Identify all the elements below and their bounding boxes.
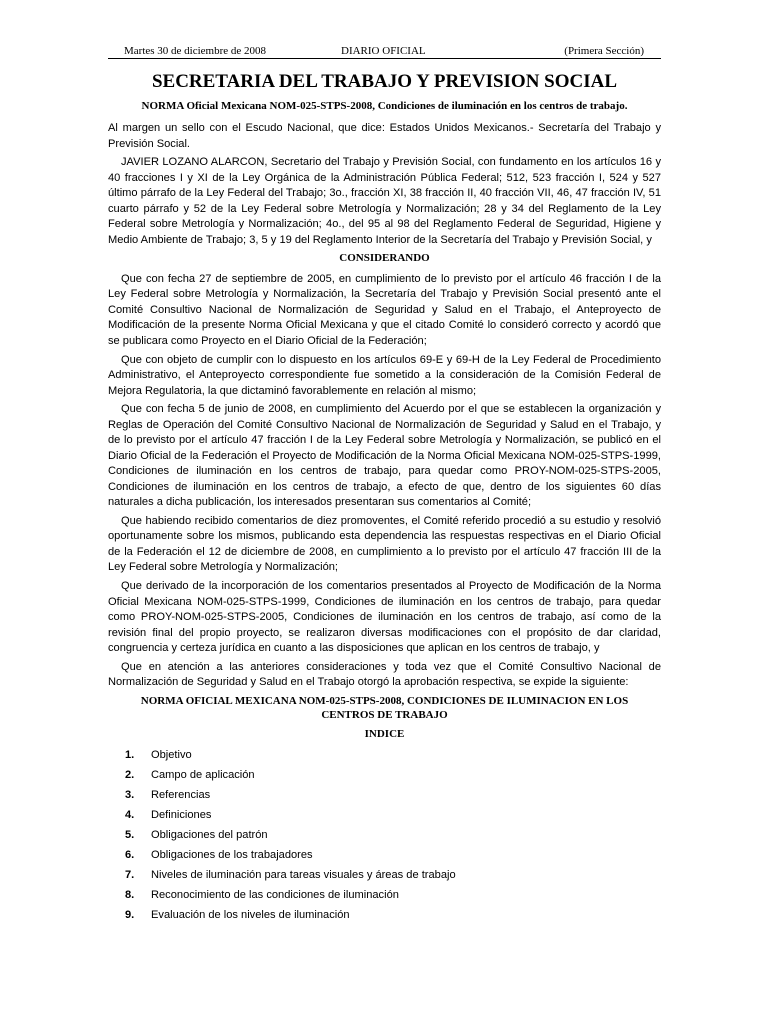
index-item-number: 4. <box>125 808 135 821</box>
considerando-paragraph-3: Que con fecha 5 de junio de 2008, en cumplimiento del Acuerdo por el que se establecen la organización y Reglas de Operación del Comité Consultivo Nacional de Normalización de Seguridad y Salud en el Trabajo, y de lo previsto por el artículo 47 fracción I de la Ley Federal sobre Metrología y Normalización, se publicó en el Diario Oficial de la Federación el Proyecto de Modificación de la Norma Oficial Mexicana NOM-025-STPS-1999, Condiciones de iluminación en los centros de trabajo, para quedar como PROY-NOM-025-STPS-2005, Condiciones de iluminación en los centros de trabajo, a efecto de que, dentro de los siguientes 60 días naturales a dicha publicación, los interesados presentaran sus comentarios al Comité; <box>108 403 661 509</box>
index-item-label: Evaluación de los niveles de iluminación <box>151 908 350 921</box>
index-list <box>108 748 661 928</box>
index-item <box>108 788 661 808</box>
index-item-label: Niveles de iluminación para tareas visuales y áreas de trabajo <box>151 868 456 881</box>
considerando-paragraph-6: Que en atención a las anteriores consideraciones y toda vez que el Comité Consultivo Nacional de Normalización de Seguridad y Salud en el Trabajo otorgó la aprobación respectiva, se expide la siguiente: <box>108 660 661 689</box>
secretary-paragraph: JAVIER LOZANO ALARCON, Secretario del Trabajo y Previsión Social, con fundamento en los artículos 16 y 40 fracciones I y XI de la Ley Orgánica de la Administración Pública Federal; 512, 523 fracción I, 524 y 527 último párrafo de la Ley Federal del Trabajo; 3o., fracción XI, 38 fracción II, 40 fracción VII, 46, 47 fracción IV, 51 cuarto párrafo y 52 de la Ley Federal sobre Metrología y Normalización; 28 y 34 del Reglamento de la Ley Federal sobre Metrología y Normalización; 4o., del 95 al 98 del Reglamento Federal de Seguridad, Higiene y Medio Ambiente de Trabajo; 3, 5 y 19 del Reglamento Interior de la Secretaría del Trabajo y Previsión Social, y <box>108 156 661 246</box>
header-publication: DIARIO OFICIAL <box>341 45 426 57</box>
index-item <box>108 908 661 928</box>
index-item <box>108 748 661 768</box>
considerando-paragraph-4: Que habiendo recibido comentarios de diez promoventes, el Comité referido procedió a su estudio y resolvió oportunamente sobre los mismos, publicando esta dependencia las respuestas respectivas en el Diario Oficial de la Federación el 12 de diciembre de 2008, en cumplimiento a lo previsto por el artículo 47 fracción III de la Ley Federal sobre Metrología y Normalización; <box>108 514 661 574</box>
index-item <box>108 828 661 848</box>
header-date: Martes 30 de diciembre de 2008 <box>124 45 267 57</box>
considerando-heading: CONSIDERANDO <box>339 252 430 265</box>
considerando-paragraph-5: Que derivado de la incorporación de los comentarios presentados al Proyecto de Modificación de la Norma Oficial Mexicana NOM-025-STPS-1999, Condiciones de iluminación en los centros de trabajo, para quedar como PROY-NOM-025-STPS-2005, Condiciones de iluminación en los centros de trabajo, así como de la revisión final del propio proyecto, se realizaron diversas modificaciones con el propósito de dar claridad, congruencia y certeza jurídica en cuanto a las disposiciones que aplican en los centros de trabajo, y <box>108 580 661 655</box>
index-item-number: 7. <box>125 868 135 881</box>
index-item-label: Objetivo <box>151 748 192 761</box>
index-item <box>108 848 661 868</box>
norm-heading: NORMA OFICIAL MEXICANA NOM-025-STPS-2008, CONDICIONES DE ILUMINACION EN LOS CENTROS DE TRABAJO <box>140 695 629 721</box>
index-item-label: Referencias <box>151 788 211 801</box>
index-item-label: Obligaciones del patrón <box>151 828 268 841</box>
considerando-paragraph-1: Que con fecha 27 de septiembre de 2005, en cumplimiento de lo previsto por el artículo 46 fracción I de la Ley Federal sobre Metrología y Normalización, la Secretaría del Trabajo y Previsión Social presentó ante el Comité Consultivo Nacional de Normalización de Seguridad y Salud en el Trabajo, el Anteproyecto de Modificación de la presente Norma Oficial Mexicana y que el citado Comité lo consideró correcto y acordó que se publicara como Proyecto en el Diario Oficial de la Federación; <box>108 272 661 347</box>
index-item-number: 5. <box>125 828 135 841</box>
index-item-label: Obligaciones de los trabajadores <box>151 848 313 861</box>
header-section: (Primera Sección) <box>564 45 644 57</box>
ministry-heading: SECRETARIA DEL TRABAJO Y PREVISION SOCIAL <box>151 71 618 92</box>
index-item-number: 9. <box>125 908 135 921</box>
running-header <box>108 44 661 58</box>
document-body <box>108 121 661 928</box>
index-item-label: Campo de aplicación <box>151 768 255 781</box>
index-item <box>108 768 661 788</box>
index-item <box>108 868 661 888</box>
index-item-number: 2. <box>125 768 135 781</box>
header-rule <box>108 58 661 59</box>
index-item <box>108 808 661 828</box>
index-item-number: 3. <box>125 788 135 801</box>
index-item <box>108 888 661 908</box>
considerando-paragraph-2: Que con objeto de cumplir con lo dispuesto en los artículos 69-E y 69-H de la Ley Federal de Procedimiento Administrativo, el Anteproyecto correspondiente fue sometido a la consideración de la Comisión Federal de Mejora Regulatoria, la que dictaminó favorablemente en relación al mismo; <box>108 353 661 397</box>
index-item-label: Reconocimiento de las condiciones de iluminación <box>151 888 399 901</box>
seal-paragraph: Al margen un sello con el Escudo Nacional, que dice: Estados Unidos Mexicanos.- Secretaría del Trabajo y Previsión Social. <box>108 122 661 150</box>
index-item-number: 6. <box>125 848 135 861</box>
norm-title: NORMA Oficial Mexicana NOM-025-STPS-2008, Condiciones de iluminación en los centros de trabajo. <box>141 100 628 112</box>
index-item-number: 8. <box>125 888 135 901</box>
index-item-label: Definiciones <box>151 808 212 821</box>
index-heading: INDICE <box>364 728 405 740</box>
index-item-number: 1. <box>125 748 135 761</box>
